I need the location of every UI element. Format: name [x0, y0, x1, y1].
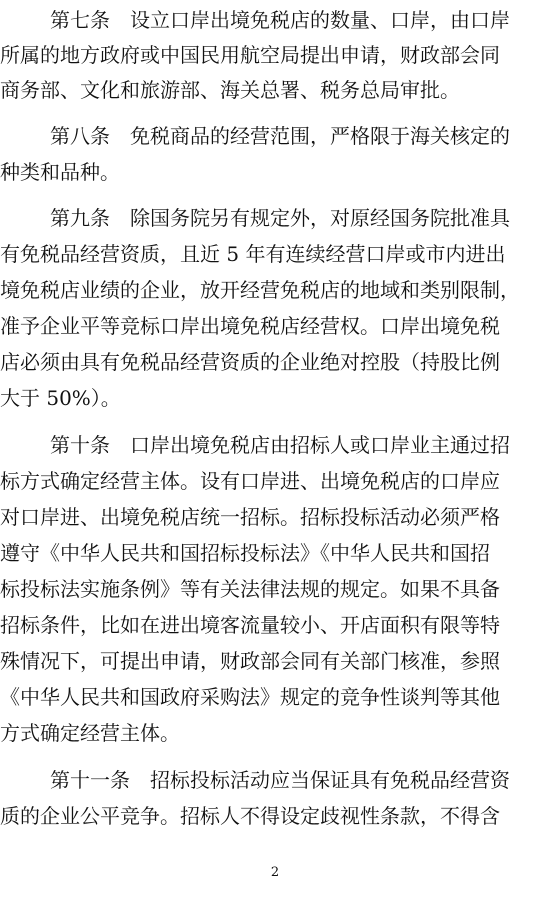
article-10-line-3: 对口岸进、出境免税店统一招标。招标投标活动必须严格 [0, 505, 500, 529]
article-9-line-6: 大于 50%）。 [0, 386, 121, 410]
article-7-line-3: 商务部、文化和旅游部、海关总署、税务总局审批。 [0, 78, 460, 102]
article-10-line-6: 招标条件，比如在进出境客流量较小、开店面积有限等特 [0, 613, 500, 637]
article-9-line-1: 第九条 除国务院另有规定外，对原经国务院批准具 [50, 206, 510, 230]
article-7-line-1: 第七条 设立口岸出境免税店的数量、口岸，由口岸 [50, 8, 510, 32]
article-9-line-3: 境免税店业绩的企业，放开经营免税店的地域和类别限制， [0, 278, 520, 302]
article-8-line-1: 第八条 免税商品的经营范围，严格限于海关核定的 [50, 124, 510, 148]
article-10-line-8: 《中华人民共和国政府采购法》规定的竞争性谈判等其他 [0, 685, 500, 709]
article-10-line-2: 标方式确定经营主体。设有口岸进、出境免税店的口岸应 [0, 469, 500, 493]
article-9-line-4: 准予企业平等竞标口岸出境免税店经营权。口岸出境免税 [0, 314, 500, 338]
article-7-line-2: 所属的地方政府或中国民用航空局提出申请，财政部会同 [0, 43, 500, 67]
article-10-line-7: 殊情况下，可提出申请，财政部会同有关部门核准，参照 [0, 649, 500, 673]
article-10-line-5: 标投标法实施条例》等有关法律法规的规定。如果不具备 [0, 577, 500, 601]
page-number: 2 [270, 865, 280, 880]
article-10-line-9: 方式确定经营主体。 [0, 721, 180, 745]
article-10-line-4: 遵守《中华人民共和国招标投标法》《中华人民共和国招 [0, 541, 490, 565]
article-11-line-2: 质的企业公平竞争。招标人不得设定歧视性条款，不得含 [0, 804, 500, 828]
article-8-line-2: 种类和品种。 [0, 160, 120, 184]
article-11-line-1: 第十一条 招标投标活动应当保证具有免税品经营资 [50, 768, 510, 792]
article-9-line-2: 有免税品经营资质，且近 5 年有连续经营口岸或市内进出 [0, 242, 506, 266]
article-9-line-5: 店必须由具有免税品经营资质的企业绝对控股（持股比例 [0, 350, 500, 374]
article-10-line-1: 第十条 口岸出境免税店由招标人或口岸业主通过招 [50, 433, 510, 457]
